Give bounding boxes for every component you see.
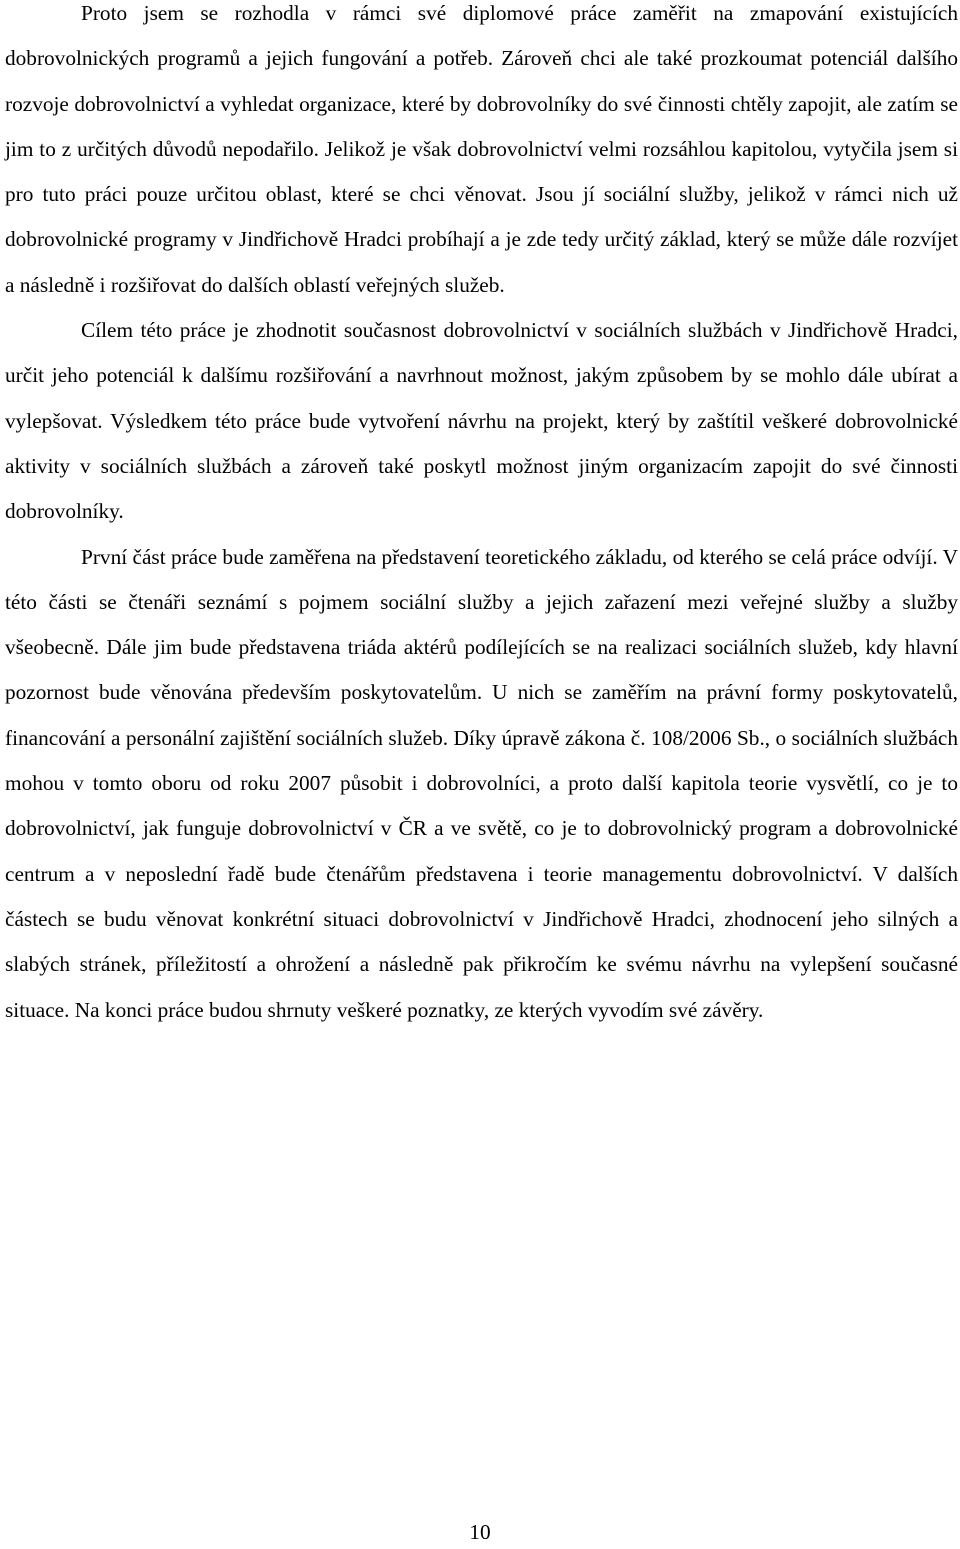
paragraph-2: Cílem této práce je zhodnotit současnost dobrovolnictví v sociálních službách v Jindřichově Hradci, určit jeho potenciál k dalšímu rozšiřování a navrhnout možnost, jakým způsobem by se mohlo dále ubírat a vylepšovat. Výsledkem této práce bude vytvoření návrhu na projekt, který by zaštítil veškeré dobrovolnické aktivity v sociálních službách a zároveň také poskytl možnost jiným organizacím zapojit do své činnosti dobrovolníky.	[5, 318, 958, 524]
page-number: 10	[469, 1520, 491, 1544]
body-text	[5, 0, 958, 1033]
paragraph-3: První část práce bude zaměřena na představení teoretického základu, od kterého se celá práce odvíjí. V této části se čtenáři seznámí s pojmem sociální služby a jejich zařazení mezi veřejné služby a služby všeobecně. Dále jim bude představena triáda aktérů podílejících se na realizaci sociálních služeb, kdy hlavní pozornost bude věnována především poskytovatelům. U nich se zaměřím na právní formy poskytovatelů, financování a personální zajištění sociálních služeb. Díky úpravě zákona č. 108/2006 Sb., o sociálních službách mohou v tomto oboru od roku 2007 působit i dobrovolníci, a proto další kapitola teorie vysvětlí, co je to dobrovolnictví, jak funguje dobrovolnictví v ČR a ve světě, co je to dobrovolnický program a dobrovolnické centrum a v neposlední řadě bude čtenářům představena i teorie managementu dobrovolnictví. V dalších částech se budu věnovat konkrétní situaci dobrovolnictví v Jindřichově Hradci, zhodnocení jeho silných a slabých stránek, příležitostí a ohrožení a následně pak přikročím ke svému návrhu na vylepšení současné situace. Na konci práce budou shrnuty veškeré poznatky, ze kterých vyvodím své závěry.	[5, 544, 958, 1022]
paragraph-1: Proto jsem se rozhodla v rámci své diplomové práce zaměřit na zmapování existujících dobrovolnických programů a jejich fungování a potřeb. Zároveň chci ale také prozkoumat potenciál dalšího rozvoje dobrovolnictví a vyhledat organizace, které by dobrovolníky do své činnosti chtěly zapojit, ale zatím se jim to z určitých důvodů nepodařilo. Jelikož je však dobrovolnictví velmi rozsáhlou kapitolou, vytyčila jsem si pro tuto práci pouze určitou oblast, které se chci věnovat. Jsou jí sociální služby, jelikož v rámci nich už dobrovolnické programy v Jindřichově Hradci probíhají a je zde tedy určitý základ, který se může dále rozvíjet a následně i rozšiřovat do dalších oblastí veřejných služeb.	[5, 1, 958, 297]
